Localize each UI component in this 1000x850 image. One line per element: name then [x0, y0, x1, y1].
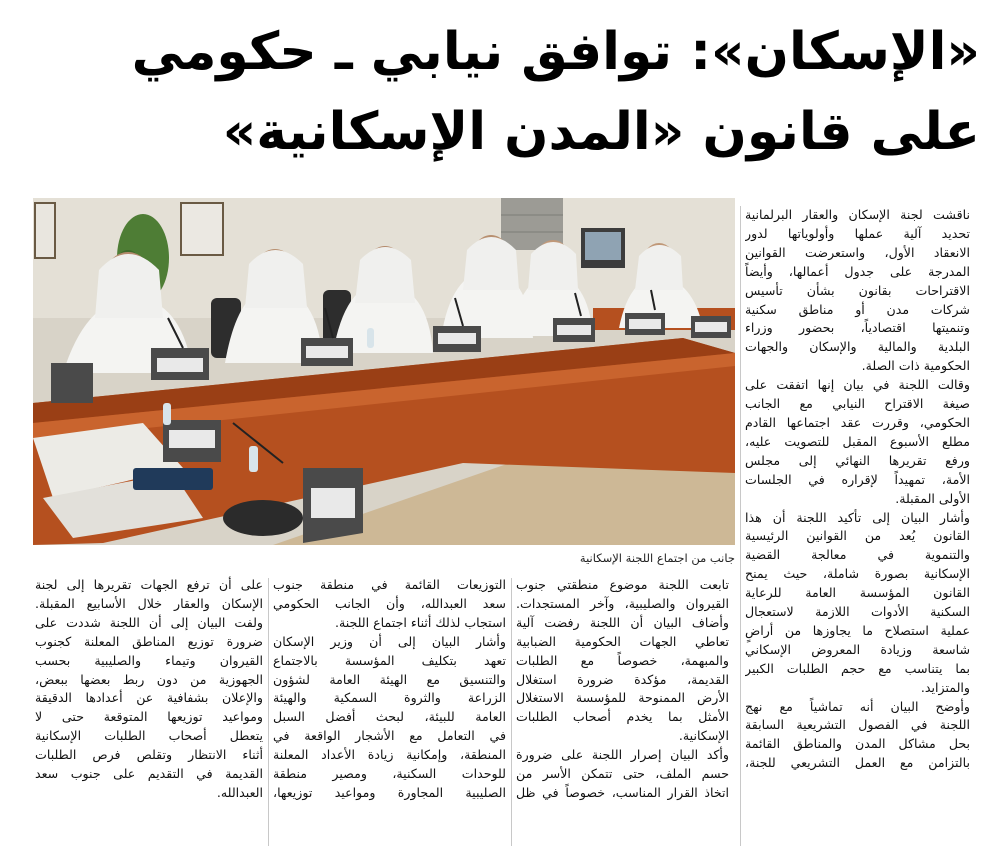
text-line: وأشار البيان إلى تأكيد اللجنة أن هذا	[745, 509, 970, 525]
headline	[20, 12, 980, 172]
text-line: والتنسيق مع الهيئة العامة لشؤون	[273, 671, 506, 687]
text-line: وأكد البيان إصرار اللجنة على ضرورة	[516, 747, 729, 763]
text-line: تعاطي الجهات الحكومية الضبابية	[516, 633, 729, 649]
text-line: للوحدات السكنية، ومصير منطقة	[273, 766, 506, 782]
text-line: الإسكانية بصورة شاملة، حيث يمنح	[745, 566, 970, 582]
text-line: وقالت اللجنة في بيان إنها اتفقت على	[745, 377, 970, 393]
text-line: القيروان وتيماء والصليبية بحسب	[35, 652, 263, 668]
text-line: سعد العبدالله، وأن الجانب الحكومي	[273, 595, 506, 611]
meeting-photo	[33, 198, 735, 545]
text-line: الاقتراحات بقانون بشأن تأسيس	[745, 282, 970, 298]
text-line: مطلع الأسبوع المقبل للتصويت عليه،	[745, 433, 970, 449]
text-line: الانعقاد الأول، واستعرضت القوانين	[745, 244, 970, 260]
article-column-right	[745, 206, 970, 846]
column-divider	[268, 578, 269, 846]
headline-line-2: على قانون «المدن الإسكانية»	[222, 102, 980, 162]
text-line: السكنية الأدوات اللازمة لاستعجال	[745, 604, 970, 620]
text-line: الإسكان والعقار خلال الأسابيع المقبلة.	[35, 595, 263, 611]
text-line: تعهد بتكليف المؤسسة بالاجتماع	[273, 652, 506, 668]
text-line: استجاب لذلك أثناء اجتماع اللجنة.	[334, 614, 506, 630]
text-line: ضرورة توزيع المناطق المعلنة كجنوب	[35, 633, 263, 649]
text-line: الأمة، تمهيداً لإقراره في الجلسات	[745, 471, 970, 487]
text-line: ناقشت لجنة الإسكان والعقار البرلمانية	[745, 207, 970, 222]
photo-caption: جانب من اجتماع اللجنة الإسكانية	[579, 551, 735, 565]
text-line: العبدالله.	[216, 784, 263, 800]
text-line: اللجنة في الفصول التشريعية السابقة	[745, 717, 970, 733]
article-column-bottom-1	[516, 576, 729, 848]
text-line: تابعت اللجنة موضوع منطقتي جنوب	[516, 577, 729, 592]
text-line: شركات مدن أو مناطق سكنية	[745, 301, 970, 317]
text-line: القانون المؤسسة العامة للرعاية	[745, 585, 970, 601]
text-line: اتخاذ القرار المناسب، خصوصاً في ظل	[516, 784, 729, 800]
text-line: القديمة في التقديم على جنوب سعد	[35, 766, 263, 782]
text-line: ومواعيد توزيعها المتوقعة حتى لا	[35, 709, 263, 725]
text-line: ولفت البيان إلى أن اللجنة شددت على	[35, 614, 263, 630]
text-line: المدرجة على جدول أعمالها، وأيضاً	[745, 263, 970, 279]
text-line: والمبهمة، خصوصاً مع الطلبات	[516, 652, 729, 668]
headline-line-1: «الإسكان»: توافق نيابي ـ حكومي	[131, 22, 980, 82]
column-divider	[511, 578, 512, 846]
text-line: وأضاف البيان أن اللجنة رفضت آلية	[516, 614, 729, 630]
text-line: الحكومية ذات الصلة.	[861, 358, 970, 374]
text-line: ورفع تقريرها النهائي إلى مجلس	[745, 452, 970, 468]
text-line: عملية استصلاح ما يجاوزها من أراضٍ	[745, 622, 970, 638]
text-line: البلدية والمالية والإسكان والجهات	[745, 339, 970, 355]
text-line: الحكومي، وقررت عقد اجتماعها القادم	[745, 414, 970, 430]
text-line: التوزيعات القائمة في منطقة جنوب	[273, 577, 506, 592]
text-line: والمتزايد.	[920, 679, 970, 695]
text-line: وأوضح البيان أنه تماشياً مع نهج	[745, 698, 970, 714]
text-line: الأولى المقبلة.	[895, 490, 970, 506]
text-line: الأرض الممنوحة للمؤسسة الاستغلال	[516, 690, 729, 706]
text-line: تحديد آلية عملها وأولوياتها لدور	[745, 225, 970, 241]
text-line: القيروان والصليبية، وآخر المستجدات.	[516, 595, 729, 611]
text-line: والتنموية في معالجة القضية	[745, 547, 970, 563]
text-line: الإسكانية.	[678, 728, 729, 744]
text-line: بما يتناسب مع حجم الطلبات الكبير	[745, 660, 970, 676]
text-line: صيغة الاقتراح النيابي مع الجانب	[745, 396, 970, 412]
text-line: والإعلان بشفافية عن أعدادها الدقيقة	[35, 690, 263, 706]
text-line: القانون يُعد من القوانين الرئيسية	[745, 528, 970, 544]
text-line: الأمثل بما يخدم أصحاب الطلبات	[516, 709, 729, 725]
text-line: وتنميتها اقتصادياً، بحضور وزراء	[745, 320, 970, 336]
text-line: بالتزامن مع العمل التشريعي للجنة،	[745, 755, 970, 771]
text-line: المنطقة، وإمكانية زيادة الأعداد المعلنة	[273, 747, 506, 763]
text-line: يتعطل أصحاب الطلبات الإسكانية	[35, 728, 263, 744]
text-line: بحل مشاكل المدن والمناطق القائمة	[745, 736, 970, 752]
article-column-bottom-2	[273, 576, 506, 848]
text-line: القديمة، مؤكدة ضرورة استغلال	[516, 671, 729, 687]
text-line: شاسعة وزيادة المعروض الإسكاني	[745, 641, 970, 657]
text-line: حسم الملف، حتى تتمكن الأسر من	[516, 766, 729, 782]
text-line: وأشار البيان إلى أن وزير الإسكان	[273, 633, 506, 649]
text-line: أثناء الانتظار وتقلص فرص الطلبات	[35, 747, 263, 763]
article-column-bottom-3	[35, 576, 263, 848]
text-line: على أن ترفع الجهات تقريرها إلى لجنة	[35, 577, 263, 592]
text-line: الجهوزية من دون ربط بعضها ببعض،	[35, 671, 263, 687]
text-line: الزراعة والثروة السمكية والهيئة	[273, 690, 506, 706]
text-line: العامة للبيئة، لبحث أفضل السبل	[273, 709, 506, 725]
text-line: الصليبية المجاورة ومواعيد توزيعها،	[273, 784, 506, 800]
text-line: في التعامل مع الأشجار الواقعة في	[273, 728, 506, 744]
column-divider	[740, 206, 741, 846]
